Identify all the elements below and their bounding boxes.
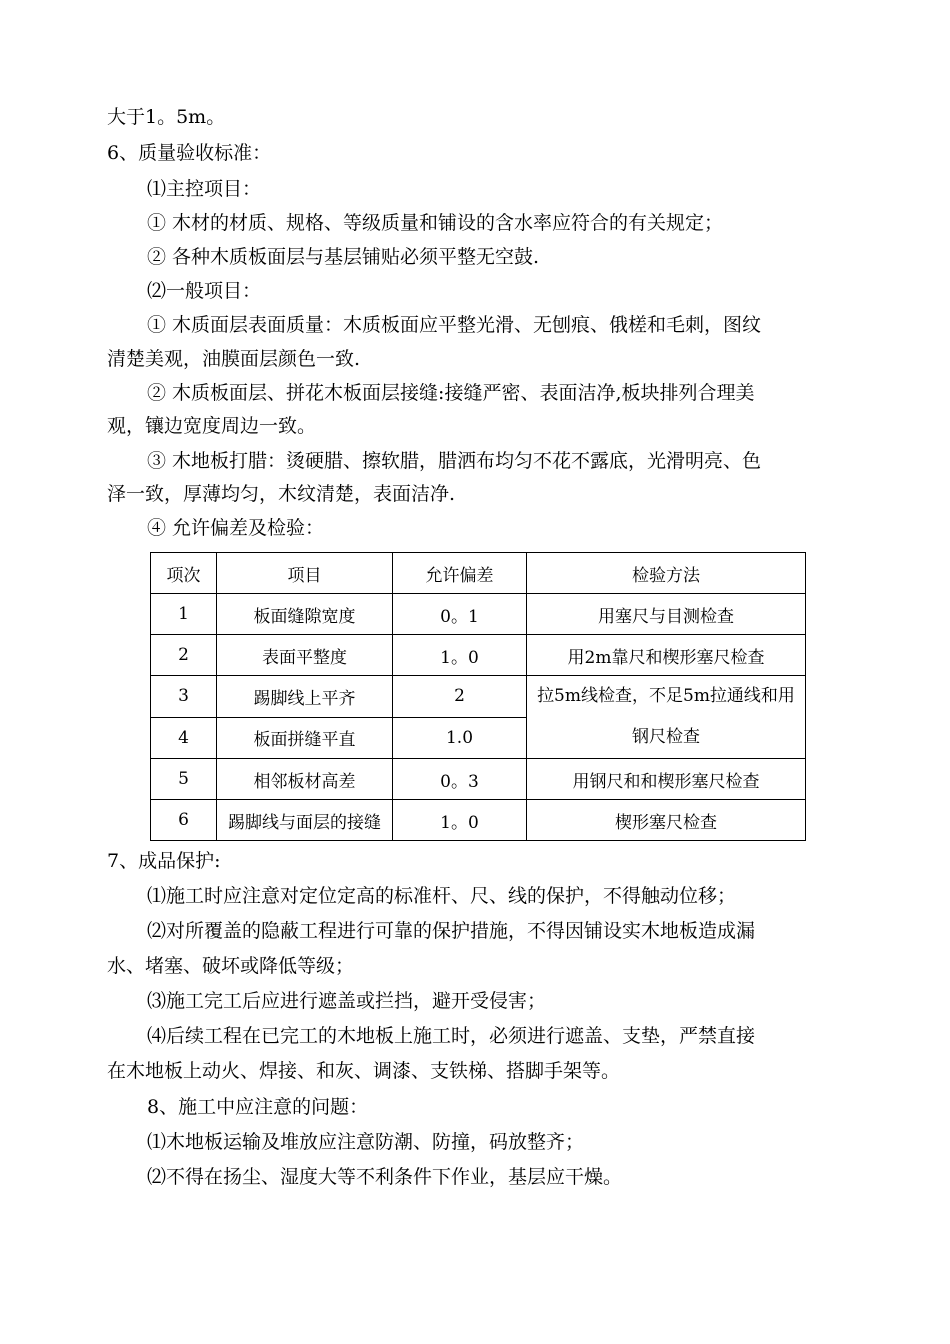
table-cell: 2 (393, 676, 527, 718)
table-cell: 3 (151, 676, 217, 718)
text-line: 大于1。5m。 (107, 106, 226, 128)
table-header-cell: 允许偏差 (393, 553, 527, 594)
table-cell: 5 (151, 759, 217, 800)
text-line: ① 木材的材质、规格、等级质量和铺设的含水率应符合的有关规定； (147, 212, 724, 234)
table-cell: 板面拼缝平直 (217, 717, 393, 759)
table-header-cell: 项次 (151, 553, 217, 594)
text-line: ⑷后续工程在已完工的木地板上施工时，必须进行遮盖、支垫，严禁直接 (147, 1025, 756, 1047)
table-cell: 用2m靠尺和楔形塞尺检查 (527, 635, 806, 676)
text-line: ② 木质板面层、拼花木板面层接缝:接缝严密、表面洁净,板块排列合理美 (147, 382, 755, 404)
text-line: ⑴木地板运输及堆放应注意防潮、防撞，码放整齐； (147, 1131, 585, 1153)
table-cell: 用钢尺和和楔形塞尺检查 (527, 759, 806, 800)
table-cell: 用塞尺与目测检查 (527, 594, 806, 635)
text-line: ⑵对所覆盖的隐蔽工程进行可靠的保护措施，不得因铺设实木地板造成漏 (147, 920, 756, 942)
table-row (151, 676, 806, 718)
subsection-heading: ⑴主控项目： (147, 178, 262, 200)
text-line: ① 木质面层表面质量：木质板面应平整光滑、无刨痕、俄槎和毛刺，图纹 (147, 314, 762, 336)
text-line: ⑵不得在扬尘、湿度大等不利条件下作业，基层应干燥。 (147, 1166, 623, 1188)
text-line: ⑴施工时应注意对定位定高的标准杆、尺、线的保护，不得触动位移； (147, 885, 737, 907)
table-cell-merged: 拉5m线检查，不足5m拉通线和用钢尺检查 (527, 676, 806, 759)
text-line: 水、堵塞、破坏或降低等级； (107, 955, 355, 977)
table-row (151, 800, 806, 841)
text-line: 清楚美观，油膜面层颜色一致. (107, 348, 361, 370)
table-cell: 踢脚线上平齐 (217, 676, 393, 718)
section-heading: 6、质量验收标准： (107, 142, 272, 164)
table-header-cell: 检验方法 (527, 553, 806, 594)
table-cell: 6 (151, 800, 217, 841)
section-heading: 8、施工中应注意的问题： (147, 1096, 369, 1118)
table-cell: 0。1 (393, 594, 527, 635)
table-cell: 楔形塞尺检查 (527, 800, 806, 841)
table-row (151, 594, 806, 635)
text-line: 泽一致，厚薄均匀，木纹清楚，表面洁净. (107, 483, 456, 505)
table-cell: 1。0 (393, 635, 527, 676)
text-line: ⑶施工完工后应进行遮盖或拦挡，避开受侵害； (147, 990, 547, 1012)
text-line: 在木地板上动火、焊接、和灰、调漆、支铁梯、搭脚手架等。 (107, 1060, 621, 1082)
table-cell: 4 (151, 717, 217, 759)
table-cell: 1.0 (393, 717, 527, 759)
table-cell: 相邻板材高差 (217, 759, 393, 800)
text-line: 观，镶边宽度周边一致。 (107, 415, 317, 437)
table-header-cell: 项目 (217, 553, 393, 594)
table-row (151, 635, 806, 676)
table-cell: 表面平整度 (217, 635, 393, 676)
subsection-heading: ⑵一般项目： (147, 280, 262, 302)
table-header-row (151, 553, 806, 594)
table-cell: 板面缝隙宽度 (217, 594, 393, 635)
table-cell: 2 (151, 635, 217, 676)
tolerance-table (150, 552, 806, 841)
table-cell: 0。3 (393, 759, 527, 800)
text-line: ④ 允许偏差及检验： (147, 517, 325, 539)
text-line: ② 各种木质板面层与基层铺贴必须平整无空鼓. (147, 246, 540, 268)
table-row (151, 759, 806, 800)
table-cell: 1 (151, 594, 217, 635)
section-heading: 7、成品保护: (107, 850, 221, 872)
table-cell: 1。0 (393, 800, 527, 841)
text-line: ③ 木地板打腊：烫硬腊、擦软腊，腊洒布均匀不花不露底，光滑明亮、色 (147, 450, 762, 472)
table-cell: 踢脚线与面层的接缝 (217, 800, 393, 841)
